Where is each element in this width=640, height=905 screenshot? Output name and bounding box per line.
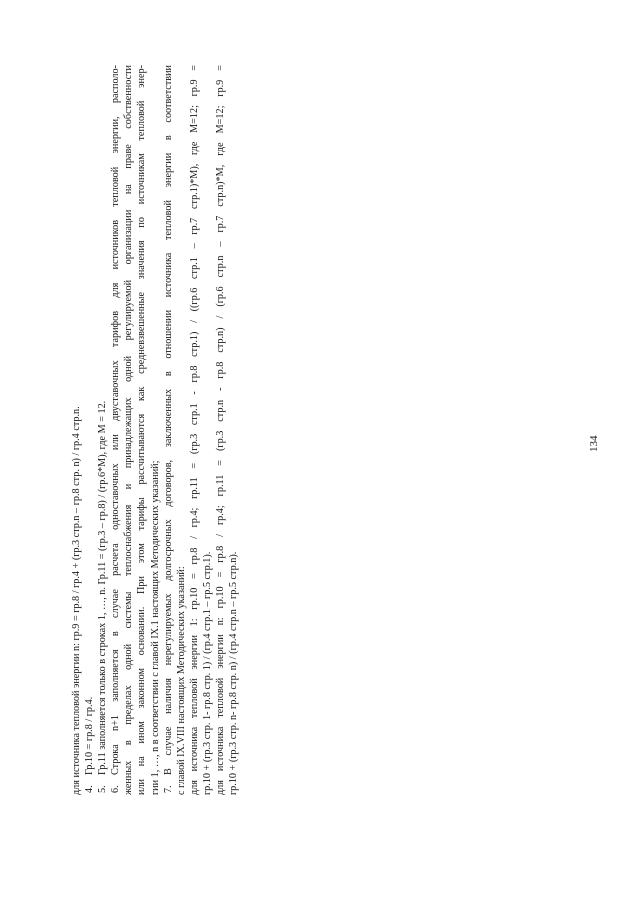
item-line: Гр.11 заполняется только в строках 1, …, n. Гр.11 = (гр.3 – гр.8) / (гр.6*М), где М = 12. (97, 400, 109, 775)
item-line: для источника тепловой энергии n: гр.10 = гр.8 / гр.4; гр.11 = (гр.3 стр.n - гр.8 стр.n) / (гр.6 стр.n – гр.7 стр.n)*М, где М=12; гр.9 = (215, 65, 227, 795)
item-line: женных в пределах одной системы теплоснабжения и принадлежащих одной регулируемой организации на праве собственности (123, 65, 135, 795)
list-item-5 (96, 65, 109, 795)
item-line: В случае наличия нерегулируемых долгосрочных договоров, заключенных в отношении источника тепловой энергии в соответствии (162, 65, 174, 775)
item-line: Гр.10 = гр.8 / гр.4. (84, 696, 96, 775)
page-number: 134 (588, 435, 600, 452)
item-line: гр.10 + (гр.3 стр. 1- гр.8 стр. 1) / (гр.4 стр.1 – гр.5 стр.1). (201, 551, 213, 795)
item-line: или на ином законном основании. При этом тарифы рассчитываются как средневзвешенные значения по источникам тепловой энер- (136, 65, 148, 795)
rotated-text-block (70, 65, 240, 795)
item-line: с главой IX.VIII настоящих Методических указаний: (175, 566, 187, 795)
item-line: для источника тепловой энергии 1: гр.10 = гр.8 / гр.4; гр.11 = (гр.3 стр.1 - гр.8 стр.1) / ((гр.6 стр.1 – гр.7 стр.1)*М), где М=12; гр.9 = (188, 65, 200, 795)
item-line: гр.10 + (гр.3 стр. n- гр.8 стр. n) / (гр.4 стр.n – гр.5 стр.n). (228, 551, 240, 795)
item-number: 5. (97, 785, 109, 793)
list-item-6 (109, 65, 161, 795)
list-item-7 (162, 65, 241, 795)
item-number: 6. (110, 785, 122, 793)
intro-line: для источника тепловой энергии n: гр.9 = гр.8 / гр.4 + (гр.3 стр.n – гр.8 стр. n) / гр.4 стр.n. (71, 406, 82, 795)
list-item-4 (83, 65, 96, 795)
item-line: Строка n+1 заполняется в случае расчета одноставочных или двуставочных тарифов для источников тепловой энергии, располо- (110, 65, 122, 775)
item-line: гии 1, …, n в соответствии с главой IX.1 настоящих Методических указаний; (149, 460, 161, 795)
item-number: 7. (162, 785, 174, 793)
item-number: 4. (84, 785, 96, 793)
